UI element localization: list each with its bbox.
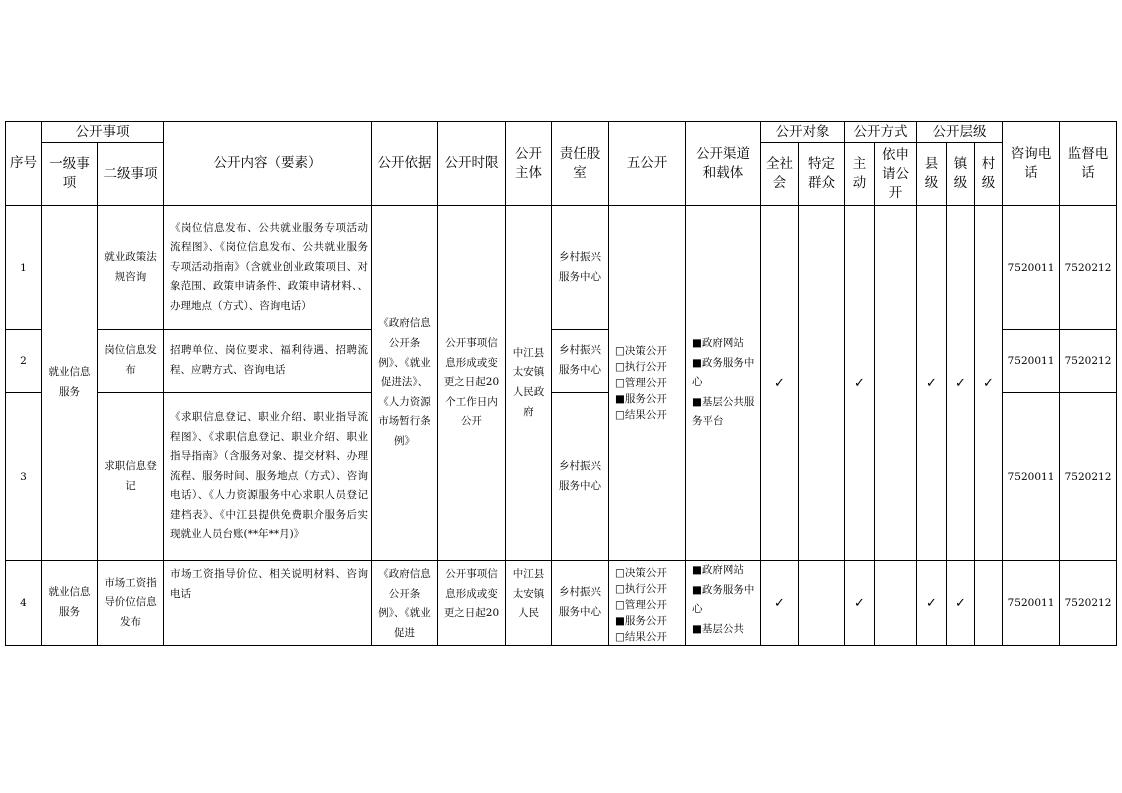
method-active-check: ✓ xyxy=(845,206,875,561)
level-village-empty xyxy=(975,561,1003,646)
basis-cell: 《政府信息公开条例》、《就业促进法》、《人力资源市场暂行条例》 xyxy=(372,206,438,561)
content-cell: 《求职信息登记、职业介绍、职业指导流程图》、《求职信息登记、职业介绍、职业指导指南》（含服务对象、提交材料、办理流程、服务时间、服务地点（方式）、咨询电话）、《人力资源服务中心求职人员登记建档表》、《中江县提供免费职介服务后实现就业人员台账(**年**月)》 xyxy=(164,393,372,561)
channel-item: ■政府网站 xyxy=(692,564,744,576)
channel-cell xyxy=(686,206,761,561)
header-target-all: 全社会 xyxy=(761,143,799,206)
level-town-check: ✓ xyxy=(947,206,975,561)
method-request-empty xyxy=(875,206,917,561)
five-option: □执行公开 xyxy=(615,361,667,373)
disclosure-table xyxy=(5,121,1117,646)
header-time-limit: 公开时限 xyxy=(438,122,506,206)
consult-phone: 7520011 xyxy=(1003,561,1060,646)
content-cell: 市场工资指导价位、相关说明材料、咨询电话 xyxy=(164,561,372,646)
header-method-active: 主动 xyxy=(845,143,875,206)
row-seq: 3 xyxy=(6,393,42,561)
header-level2: 二级事项 xyxy=(98,143,164,206)
target-all-check: ✓ xyxy=(761,561,799,646)
header-method: 公开方式 xyxy=(845,122,917,143)
level2-item: 岗位信息发布 xyxy=(98,330,164,393)
header-method-request: 依申请公开 xyxy=(875,143,917,206)
header-public-items: 公开事项 xyxy=(42,122,164,143)
target-all-check: ✓ xyxy=(761,206,799,561)
level2-item: 市场工资指导价位信息发布 xyxy=(98,561,164,646)
level2-item: 求职信息登记 xyxy=(98,393,164,561)
channel-item: ■基层公共 xyxy=(692,622,744,635)
header-content: 公开内容（要素） xyxy=(164,122,372,206)
header-consult: 咨询电话 xyxy=(1003,122,1060,206)
time-limit-cell: 公开事项信息形成或变更之日起20 xyxy=(438,561,506,646)
dept-cell: 乡村振兴服务中心 xyxy=(552,330,609,393)
channel-item: ■基层公共服务平台 xyxy=(692,395,755,428)
row-seq: 2 xyxy=(6,330,42,393)
header-channel: 公开渠道和载体 xyxy=(686,122,761,206)
content-cell: 《岗位信息发布、公共就业服务专项活动流程图》、《岗位信息发布、公共就业服务专项活动指南》（含就业创业政策项目、对象范围、政策申请条件、政策申请材料、、办理地点（方式）、咨询电话） xyxy=(164,206,372,330)
supervise-phone: 7520212 xyxy=(1060,393,1117,561)
header-supervise: 监督电话 xyxy=(1060,122,1117,206)
level-county-check: ✓ xyxy=(917,206,947,561)
dept-cell: 乡村振兴服务中心 xyxy=(552,393,609,561)
time-limit-cell: 公开事项信息形成或变更之日起20个工作日内公开 xyxy=(438,206,506,561)
five-option: □执行公开 xyxy=(615,583,667,595)
header-target-specific: 特定群众 xyxy=(799,143,845,206)
channel-item: ■政务服务中心 xyxy=(692,583,755,616)
five-open-cell xyxy=(609,561,686,646)
header-subject: 公开主体 xyxy=(506,122,552,206)
dept-cell: 乡村振兴服务中心 xyxy=(552,206,609,330)
channel-item: ■政府网站 xyxy=(692,337,744,350)
header-basis: 公开依据 xyxy=(372,122,438,206)
target-specific-empty xyxy=(799,206,845,561)
consult-phone: 7520011 xyxy=(1003,330,1060,393)
header-dept: 责任股室 xyxy=(552,122,609,206)
five-option: □决策公开 xyxy=(615,345,667,357)
header-five: 五公开 xyxy=(609,122,686,206)
header-level-village: 村级 xyxy=(975,143,1003,206)
level-county-check: ✓ xyxy=(917,561,947,646)
level-town-check: ✓ xyxy=(947,561,975,646)
five-option: □决策公开 xyxy=(615,567,667,579)
supervise-phone: 7520212 xyxy=(1060,561,1117,646)
header-level1: 一级事项 xyxy=(42,143,98,206)
dept-cell: 乡村振兴服务中心 xyxy=(552,561,609,646)
content-cell: 招聘单位、岗位要求、福利待遇、招聘流程、应聘方式、咨询电话 xyxy=(164,330,372,393)
level1-item: 就业信息服务 xyxy=(42,206,98,561)
consult-phone: 7520011 xyxy=(1003,393,1060,561)
five-option: □结果公开 xyxy=(615,631,667,643)
table-row xyxy=(6,561,1117,646)
row-seq: 1 xyxy=(6,206,42,330)
five-option: ■服务公开 xyxy=(615,615,667,627)
five-option: □管理公开 xyxy=(615,599,667,611)
five-option: □管理公开 xyxy=(615,377,667,389)
level-village-check: ✓ xyxy=(975,206,1003,561)
five-open-cell xyxy=(609,206,686,561)
header-level: 公开层级 xyxy=(917,122,1003,143)
header-target: 公开对象 xyxy=(761,122,845,143)
consult-phone: 7520011 xyxy=(1003,206,1060,330)
supervise-phone: 7520212 xyxy=(1060,330,1117,393)
header-seq: 序号 xyxy=(6,122,42,206)
table-row xyxy=(6,206,1117,330)
level1-item: 就业信息服务 xyxy=(42,561,98,646)
subject-cell: 中江县太安镇人民政府 xyxy=(506,206,552,561)
method-active-check: ✓ xyxy=(845,561,875,646)
level2-item: 就业政策法规咨询 xyxy=(98,206,164,330)
row-seq: 4 xyxy=(6,561,42,646)
supervise-phone: 7520212 xyxy=(1060,206,1117,330)
target-specific-empty xyxy=(799,561,845,646)
subject-cell: 中江县太安镇人民 xyxy=(506,561,552,646)
channel-item: ■政务服务中心 xyxy=(692,356,755,389)
channel-cell xyxy=(686,561,761,646)
five-option: □结果公开 xyxy=(615,409,667,421)
header-level-county: 县级 xyxy=(917,143,947,206)
basis-cell: 《政府信息公开条例》、《就业促进 xyxy=(372,561,438,646)
five-option: ■服务公开 xyxy=(615,393,667,405)
method-request-empty xyxy=(875,561,917,646)
header-level-town: 镇级 xyxy=(947,143,975,206)
